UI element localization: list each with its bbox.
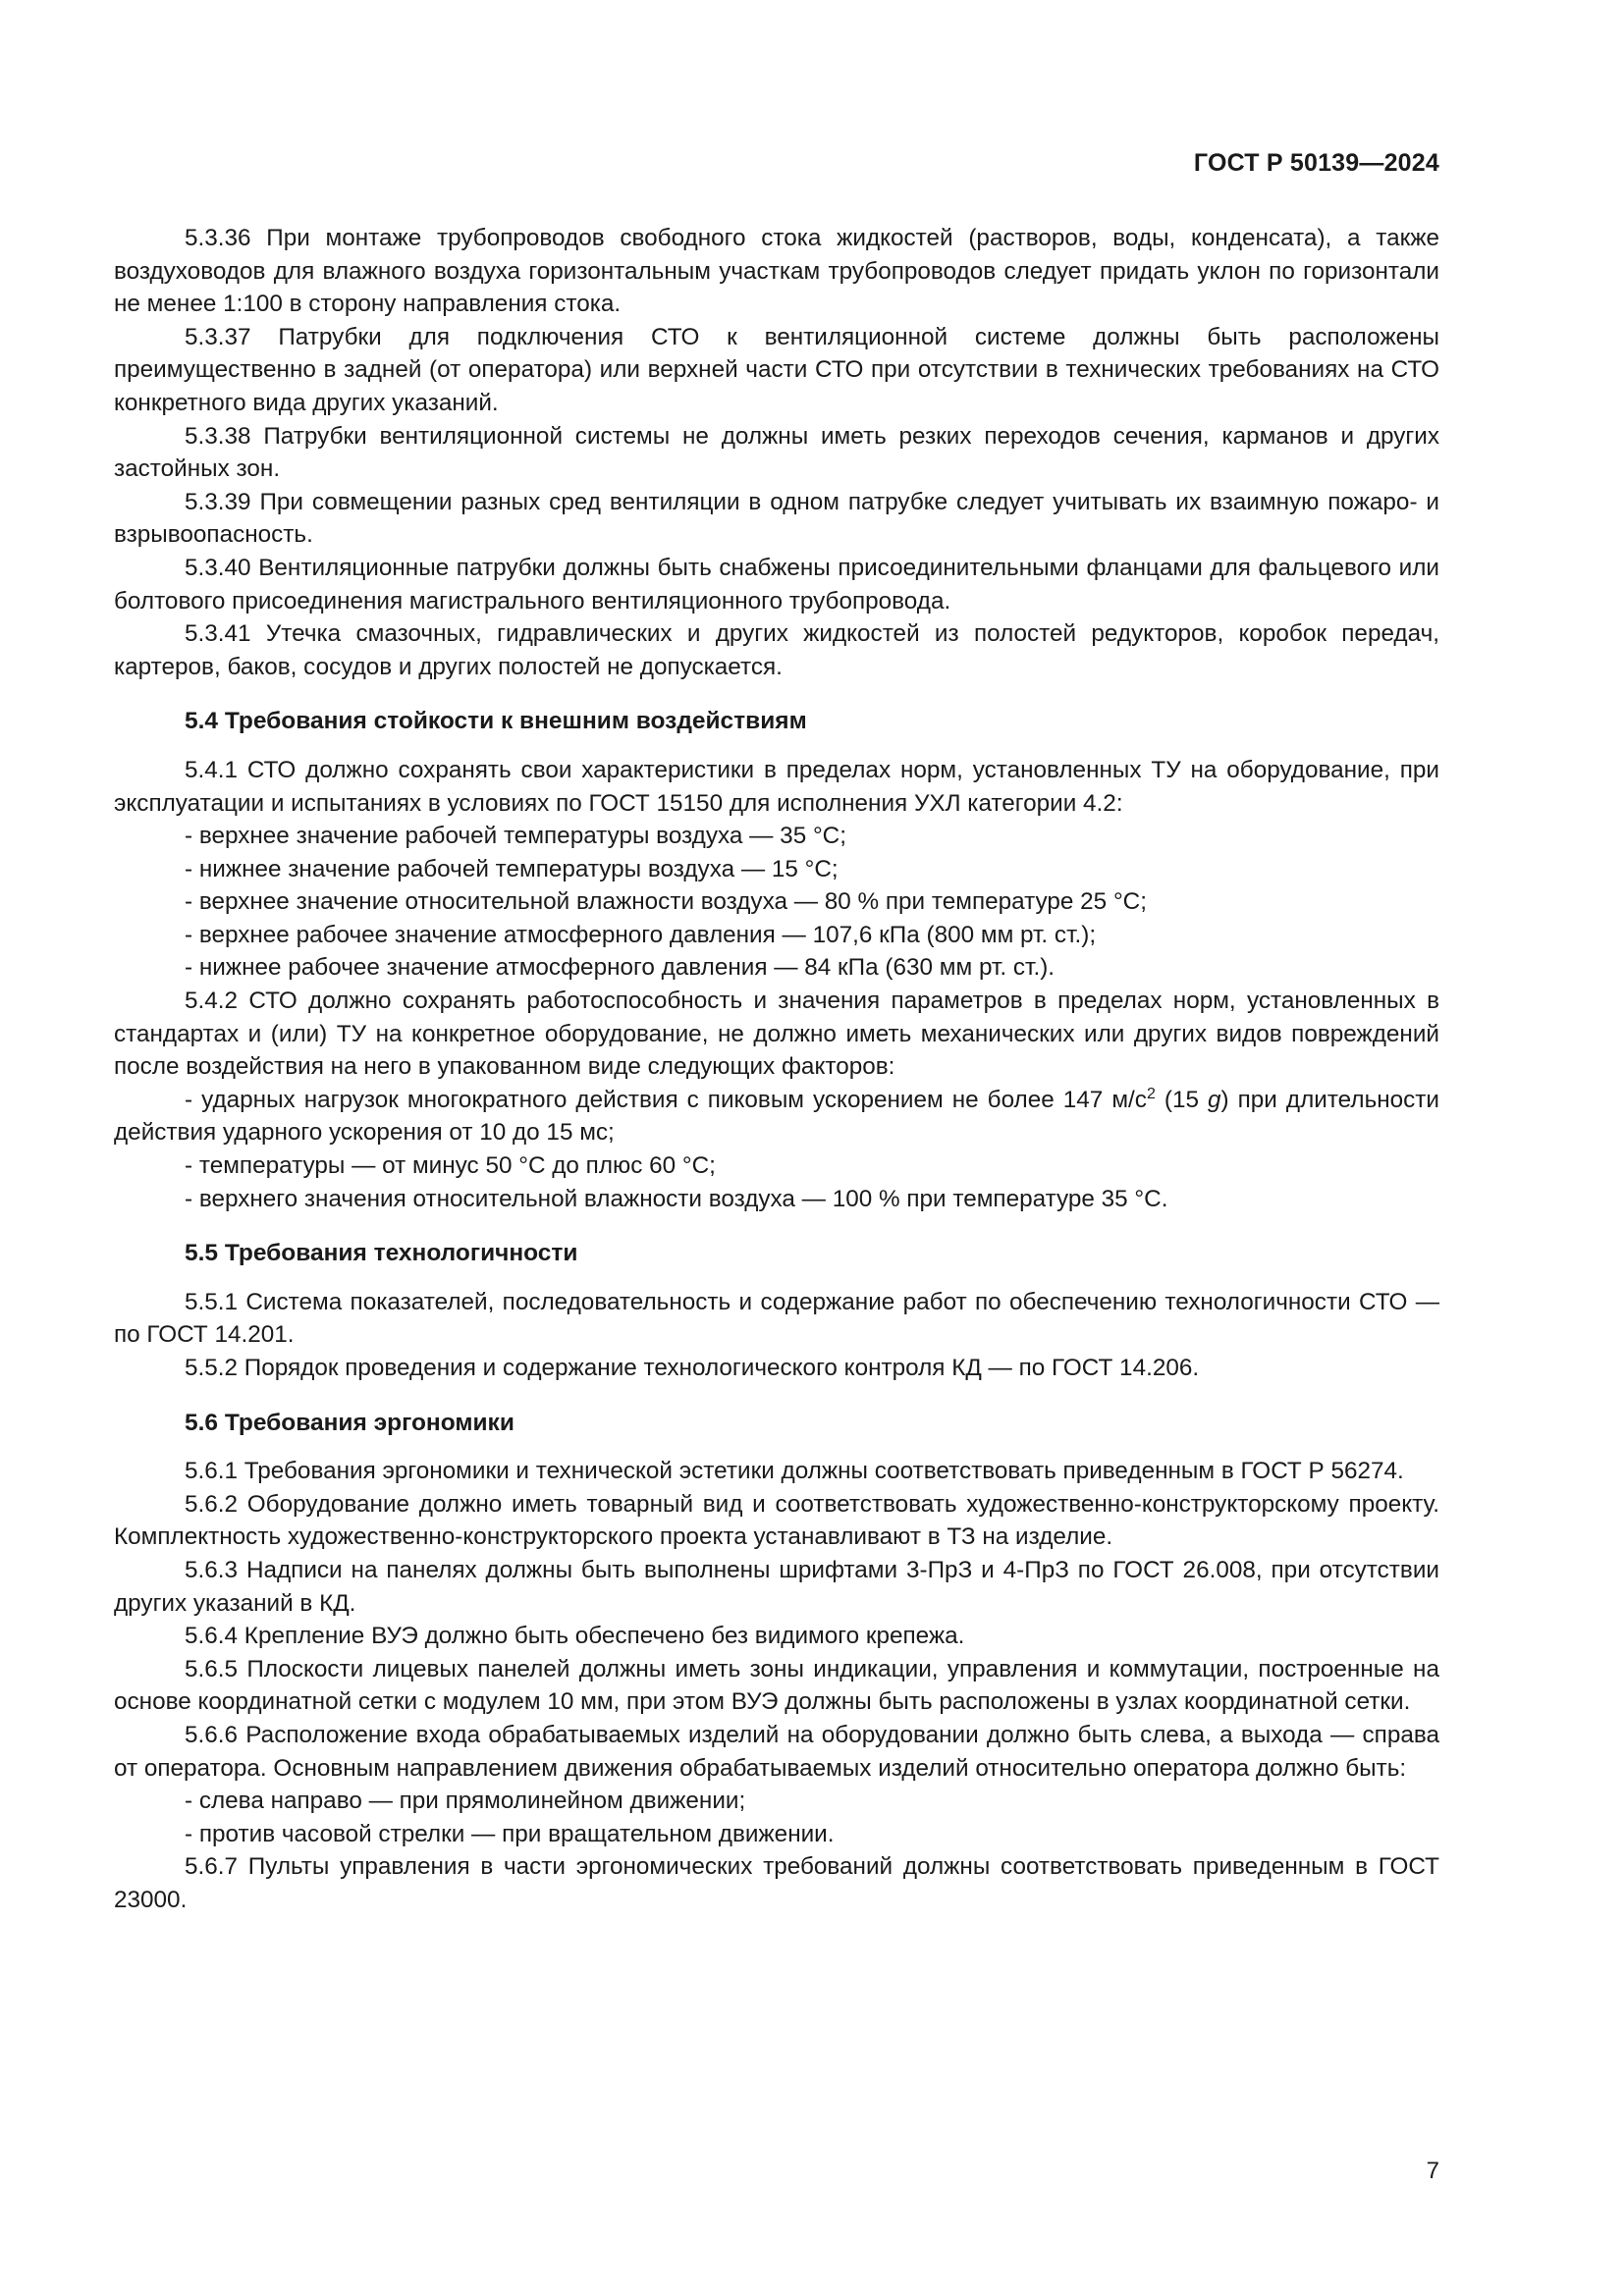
shock-text-mid: (15 [1155, 1086, 1209, 1113]
clause-5-6-2: 5.6.2 Оборудование должно иметь товарный вид и соответствовать художественно-конструкторскому проекту. Комплектность художественно-конструкторского проекта устанавливают в ТЗ на изделие. [114, 1490, 1439, 1551]
section-heading-5-4: 5.4 Требования стойкости к внешним воздействиям [185, 708, 807, 735]
list-item: - верхнее значение рабочей температуры воздуха — 35 °С; [185, 823, 846, 850]
clause-5-6-1: 5.6.1 Требования эргономики и технической эстетики должны соответствовать приведенным в ГОСТ Р 56274. [185, 1458, 1404, 1485]
clause-5-3-37: 5.3.37 Патрубки для подключения СТО к вентиляционной системе должны быть расположены преимущественно в задней (от оператора) или верхней части СТО при отсутствии в технических требованиях на СТО конкретного вида других указаний. [114, 323, 1439, 416]
gravity-symbol: g [1208, 1086, 1221, 1113]
list-item: - верхнее значение относительной влажности воздуха — 80 % при температуре 25 °С; [185, 888, 1147, 916]
document-body [114, 222, 1439, 1917]
superscript-exponent: 2 [1146, 1085, 1156, 1102]
list-item: - верхнего значения относительной влажности воздуха — 100 % при температуре 35 °С. [185, 1185, 1168, 1212]
list-item-shock-load [114, 1084, 1439, 1149]
list-item: - нижнее рабочее значение атмосферного давления — 84 кПа (630 мм рт. ст.). [185, 954, 1056, 982]
section-heading-5-6: 5.6 Требования эргономики [185, 1409, 514, 1436]
clause-5-5-1: 5.5.1 Система показателей, последовательность и содержание работ по обеспечению технологичности СТО — по ГОСТ 14.201. [114, 1288, 1439, 1349]
shock-text-end: ) при длительности действия ударного ускорения от 10 до 15 мс; [114, 1086, 1440, 1147]
clause-5-3-41: 5.3.41 Утечка смазочных, гидравлических и других жидкостей из полостей редукторов, коробок передач, картеров, баков, сосудов и других полостей не допускается. [114, 620, 1439, 680]
clause-5-3-40: 5.3.40 Вентиляционные патрубки должны быть снабжены присоединительными фланцами для фальцевого или болтового присоединения магистрального вентиляционного трубопровода. [114, 554, 1439, 614]
list-item: - слева направо — при прямолинейном движении; [185, 1788, 746, 1815]
clause-5-5-2: 5.5.2 Порядок проведения и содержание технологического контроля КД — по ГОСТ 14.206. [185, 1355, 1200, 1381]
clause-5-6-6: 5.6.6 Расположение входа обрабатываемых изделий на оборудовании должно быть слева, а выхода — справа от оператора. Основным направлением движения обрабатываемых изделий относительно оператора должно быть: [114, 1721, 1439, 1782]
clause-5-6-7: 5.6.7 Пульты управления в части эргономических требований должны соответствовать приведенным в ГОСТ 23000. [114, 1853, 1439, 1913]
section-heading-5-5: 5.5 Требования технологичности [185, 1240, 578, 1267]
clause-5-3-38: 5.3.38 Патрубки вентиляционной системы не должны иметь резких переходов сечения, карманов и других застойных зон. [114, 422, 1439, 483]
document-number-header: ГОСТ Р 50139—2024 [1193, 149, 1439, 177]
document-page [114, 0, 1439, 2296]
shock-text-start: - ударных нагрузок многократного действия с пиковым ускорением не более 147 м/с [185, 1086, 1147, 1113]
list-item: - температуры — от минус 50 °С до плюс 60 °С; [185, 1152, 716, 1180]
clause-5-4-2: 5.4.2 СТО должно сохранять работоспособность и значения параметров в пределах норм, установленных в стандартах и (или) ТУ на конкретное оборудование, не должно иметь механических или других видов повреждений после воздействия на него в упакованном виде следующих факторов: [114, 988, 1439, 1081]
clause-5-6-5: 5.6.5 Плоскости лицевых панелей должны иметь зоны индикации, управления и коммутации, построенные на основе координатной сетки с модулем 10 мм, при этом ВУЭ должны быть расположены в узлах координатной сетки. [114, 1655, 1439, 1716]
list-item: - нижнее значение рабочей температуры воздуха — 15 °С; [185, 855, 839, 882]
list-item: - против часовой стрелки — при вращательном движении. [185, 1820, 835, 1847]
list-item: - верхнее рабочее значение атмосферного давления — 107,6 кПа (800 мм рт. ст.); [185, 921, 1097, 948]
clause-5-6-3: 5.6.3 Надписи на панелях должны быть выполнены шрифтами 3-ПрЗ и 4-ПрЗ по ГОСТ 26.008, при отсутствии других указаний в КД. [114, 1556, 1439, 1617]
clause-5-3-39: 5.3.39 При совмещении разных сред вентиляции в одном патрубке следует учитывать их взаимную пожаро- и взрывоопасность. [114, 488, 1439, 549]
clause-5-3-36: 5.3.36 При монтаже трубопроводов свободного стока жидкостей (растворов, воды, конденсата), а также воздуховодов для влажного воздуха горизонтальным участкам трубопроводов следует придать уклон по горизонтали не менее 1:100 в сторону направления стока. [114, 225, 1439, 318]
page-number: 7 [1426, 2158, 1439, 2184]
clause-5-4-1: 5.4.1 СТО должно сохранять свои характеристики в пределах норм, установленных ТУ на оборудование, при эксплуатации и испытаниях в условиях по ГОСТ 15150 для исполнения УХЛ категории 4.2: [114, 756, 1439, 817]
clause-5-6-4: 5.6.4 Крепление ВУЭ должно быть обеспечено без видимого крепежа. [185, 1623, 965, 1650]
